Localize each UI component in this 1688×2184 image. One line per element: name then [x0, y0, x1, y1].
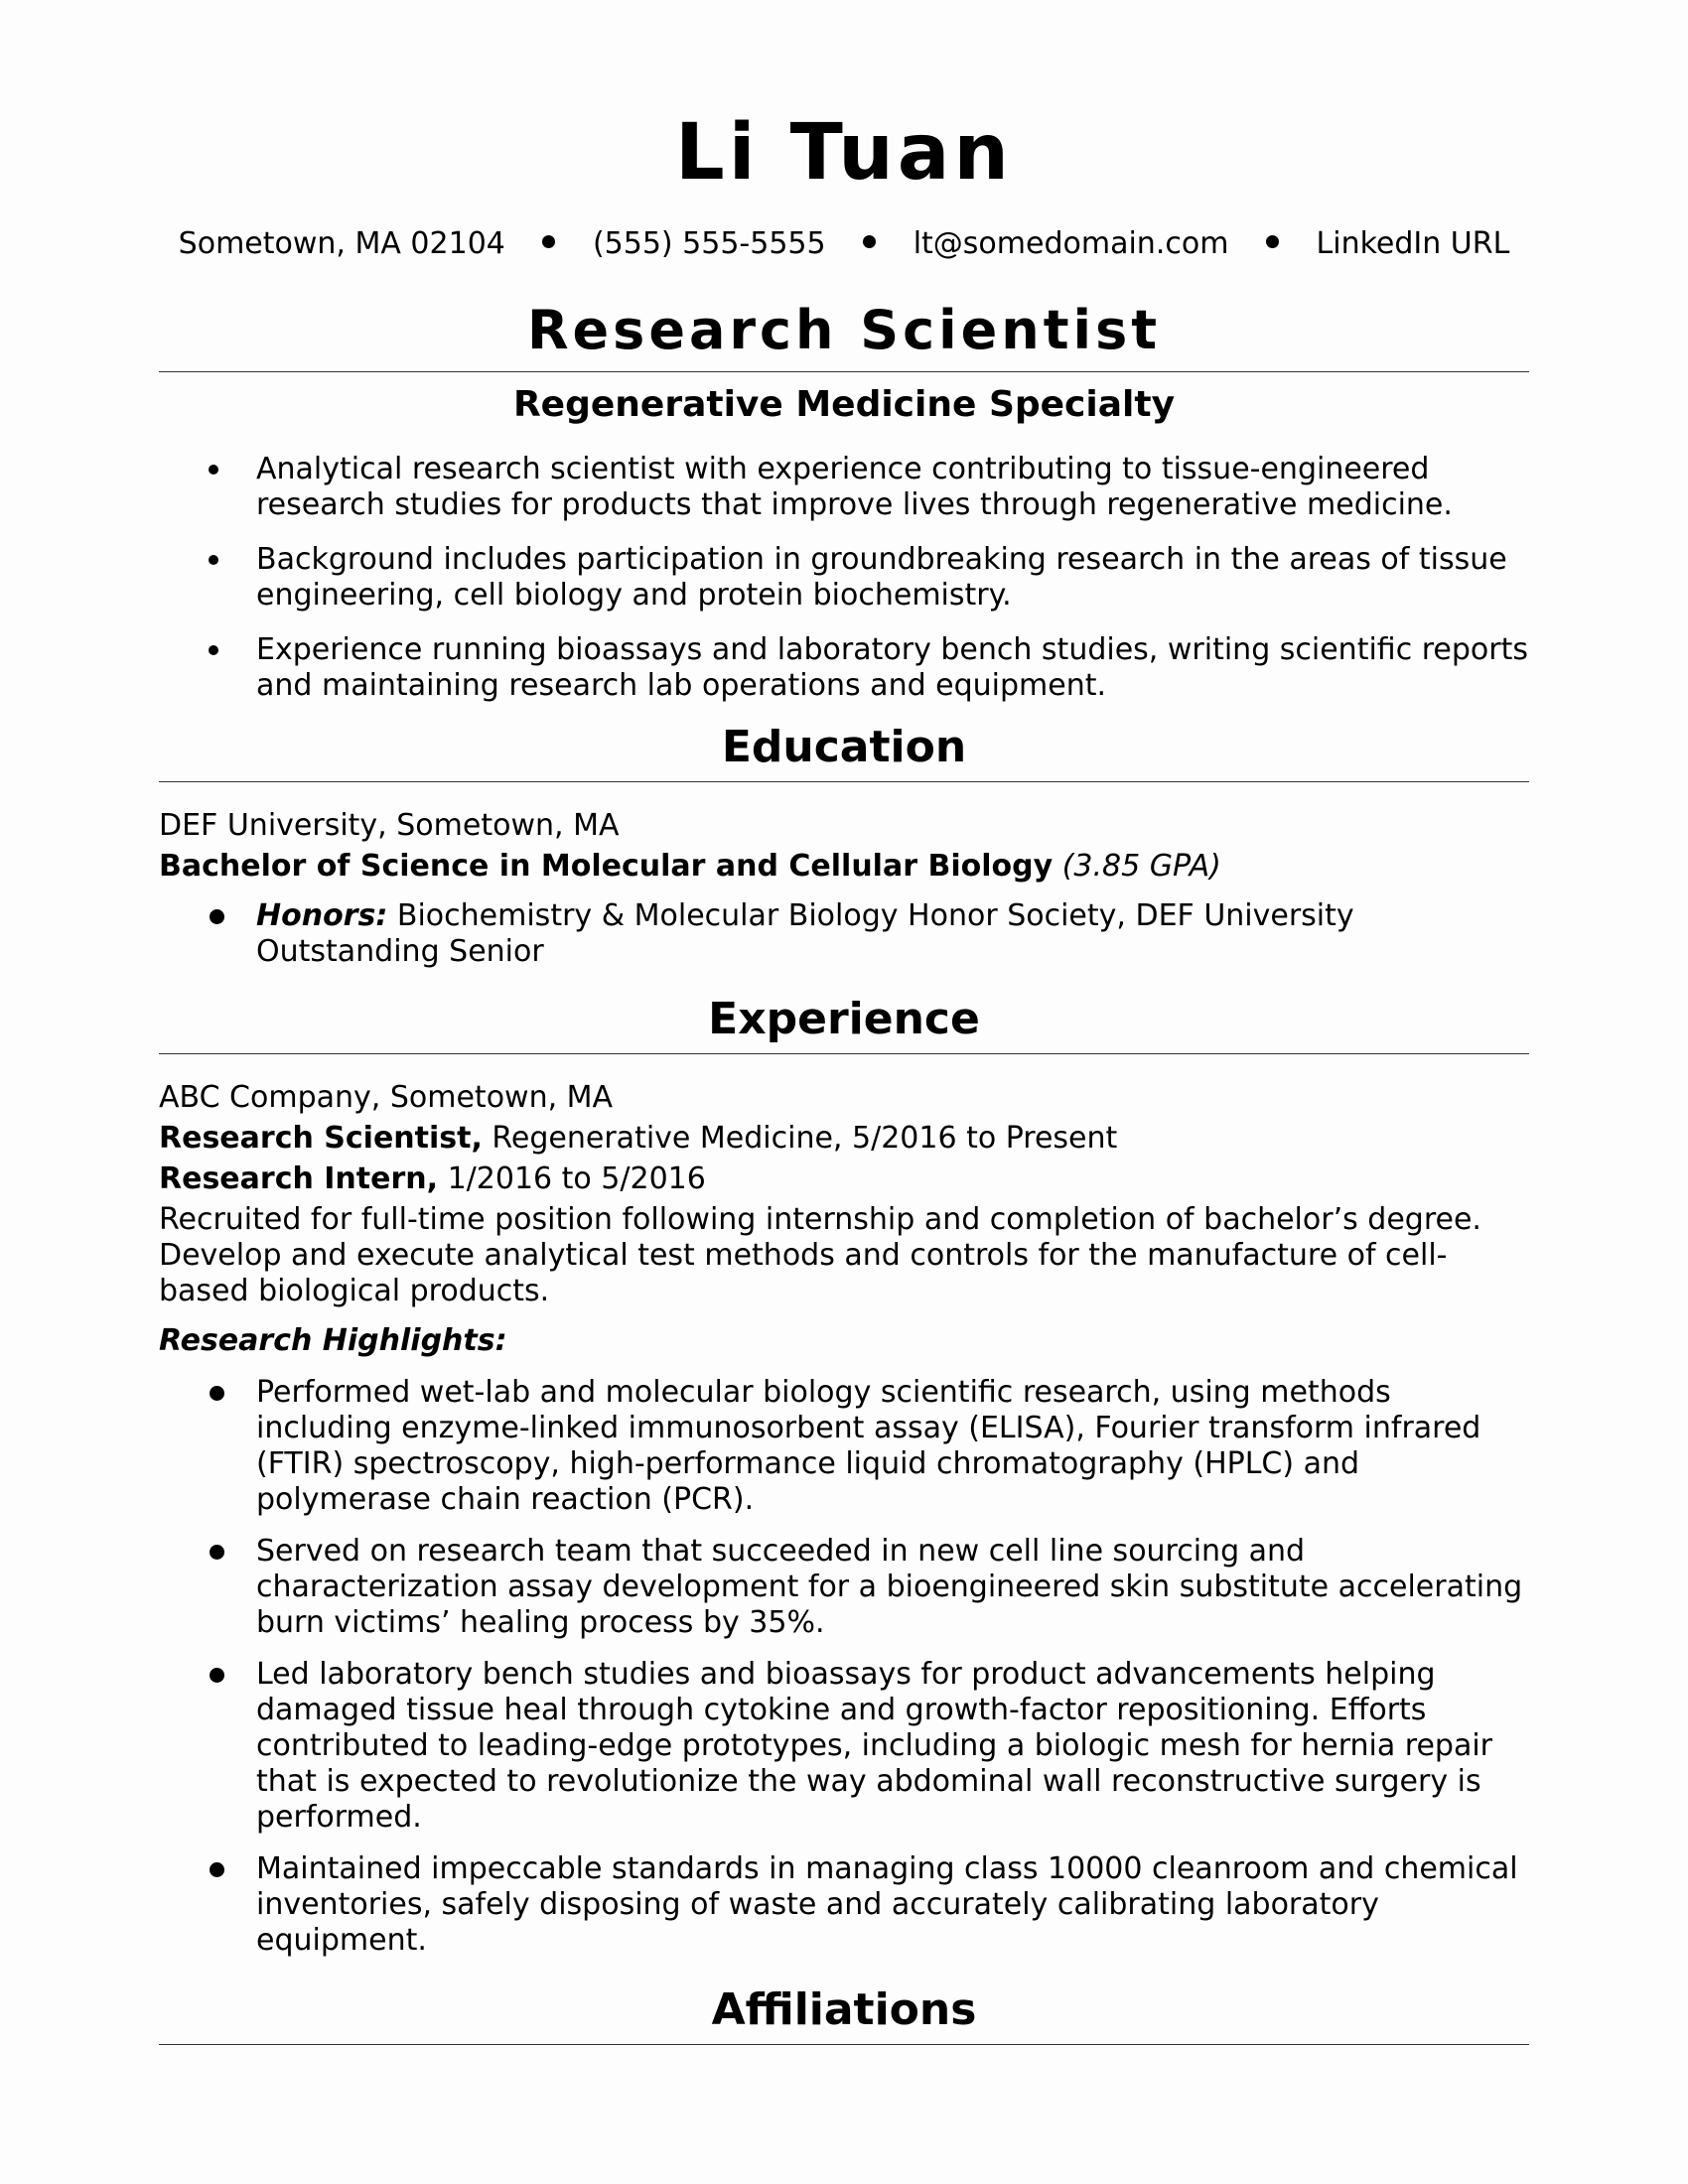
- affiliations-heading: Affiliations: [159, 1988, 1529, 2045]
- bullet-icon: [210, 1386, 224, 1401]
- research-highlights-label: Research Highlights:: [159, 1323, 507, 1358]
- list-item: [159, 1657, 1529, 1836]
- honors-label: Honors:: [256, 898, 388, 933]
- list-item: [159, 1534, 1529, 1641]
- experience-role-2: [159, 1161, 1529, 1197]
- list-item: [159, 898, 1529, 970]
- bullet-separator-icon: [863, 235, 876, 248]
- honors-text: Biochemistry & Molecular Biology Honor Society, DEF University Outstanding Senior: [256, 898, 1354, 969]
- list-item: [159, 452, 1529, 523]
- job-title: Research Scientist: [159, 304, 1529, 372]
- highlight-text: Led laboratory bench studies and bioassays for product advancements helping damaged tissue heal through cytokine and growth-factor repositioning. Efforts contributed to leading-edge prototypes, including a biologic mesh for hernia repair that is expected to revolutionize the way abdominal wall reconstructive surgery is performed.: [256, 1657, 1493, 1835]
- bullet-icon: [209, 555, 218, 565]
- bullet-icon: [210, 1668, 224, 1683]
- role-2-title: Research Intern,: [159, 1161, 439, 1196]
- role-1-detail: Regenerative Medicine, 5/2016 to Present: [492, 1121, 1118, 1156]
- list-item: [159, 632, 1529, 704]
- list-item: [159, 542, 1529, 614]
- bullet-separator-icon: [542, 235, 555, 248]
- job-subtitle: Regenerative Medicine Specialty: [512, 384, 1176, 425]
- highlight-text: Served on research team that succeeded in new cell line sourcing and characterization assay development for a bioengineered skin substitute accelerating burn victims’ healing process by 35%.: [256, 1534, 1523, 1640]
- summary-item-text: Analytical research scientist with experience contributing to tissue-engineered research studies for products that improve lives through regenerative medicine.: [256, 452, 1453, 522]
- bullet-icon: [210, 1862, 224, 1877]
- list-item: [159, 1375, 1529, 1518]
- education-degree: Bachelor of Science in Molecular and Cellular Biology: [159, 849, 1054, 884]
- role-1-title: Research Scientist,: [159, 1121, 483, 1156]
- summary-list: [159, 452, 1529, 704]
- experience-company: ABC Company, Sometown, MA: [159, 1080, 614, 1115]
- contact-linkedin: LinkedIn URL: [1316, 226, 1510, 261]
- contact-location: Sometown, MA 02104: [178, 226, 505, 261]
- role-2-detail: 1/2016 to 5/2016: [447, 1161, 706, 1196]
- summary-item-text: Background includes participation in groundbreaking research in the areas of tissue engineering, cell biology and protein biochemistry.: [256, 542, 1507, 613]
- candidate-name: Li Tuan: [675, 108, 1013, 198]
- experience-heading: Experience: [159, 998, 1529, 1054]
- contact-phone: (555) 555-5555: [592, 226, 826, 261]
- bullet-separator-icon: [1266, 235, 1279, 248]
- education-gpa: (3.85 GPA): [1061, 849, 1221, 884]
- bullet-icon: [209, 465, 218, 475]
- education-school: DEF University, Sometown, MA: [159, 808, 620, 843]
- education-heading: Education: [159, 726, 1529, 782]
- list-item: [159, 1851, 1529, 1959]
- contact-line: [159, 226, 1529, 266]
- experience-description: Recruited for full-time position following internship and completion of bachelor’s degree. Develop and execute analytical test methods and controls for the manufacture of cell-based biological products.: [159, 1202, 1481, 1308]
- experience-role-1: [159, 1121, 1529, 1157]
- research-highlights-list: [159, 1375, 1529, 1959]
- bullet-icon: [209, 645, 218, 655]
- summary-item-text: Experience running bioassays and laboratory bench studies, writing scientific reports and maintaining research lab operations and equipment.: [256, 632, 1528, 703]
- education-degree-line: [159, 849, 1529, 885]
- highlight-text: Performed wet-lab and molecular biology scientific research, using methods including enzyme-linked immunosorbent assay (ELISA), Fourier transform infrared (FTIR) spectroscopy, high-performance liquid chromatography (HPLC) and polymerase chain reaction (PCR).: [256, 1375, 1481, 1517]
- education-honors-list: [159, 898, 1529, 970]
- contact-email: lt@somedomain.com: [913, 226, 1229, 261]
- bullet-icon: [210, 1545, 224, 1560]
- highlight-text: Maintained impeccable standards in managing class 10000 cleanroom and chemical inventories, safely disposing of waste and accurately calibrating laboratory equipment.: [256, 1851, 1518, 1958]
- bullet-icon: [210, 909, 224, 924]
